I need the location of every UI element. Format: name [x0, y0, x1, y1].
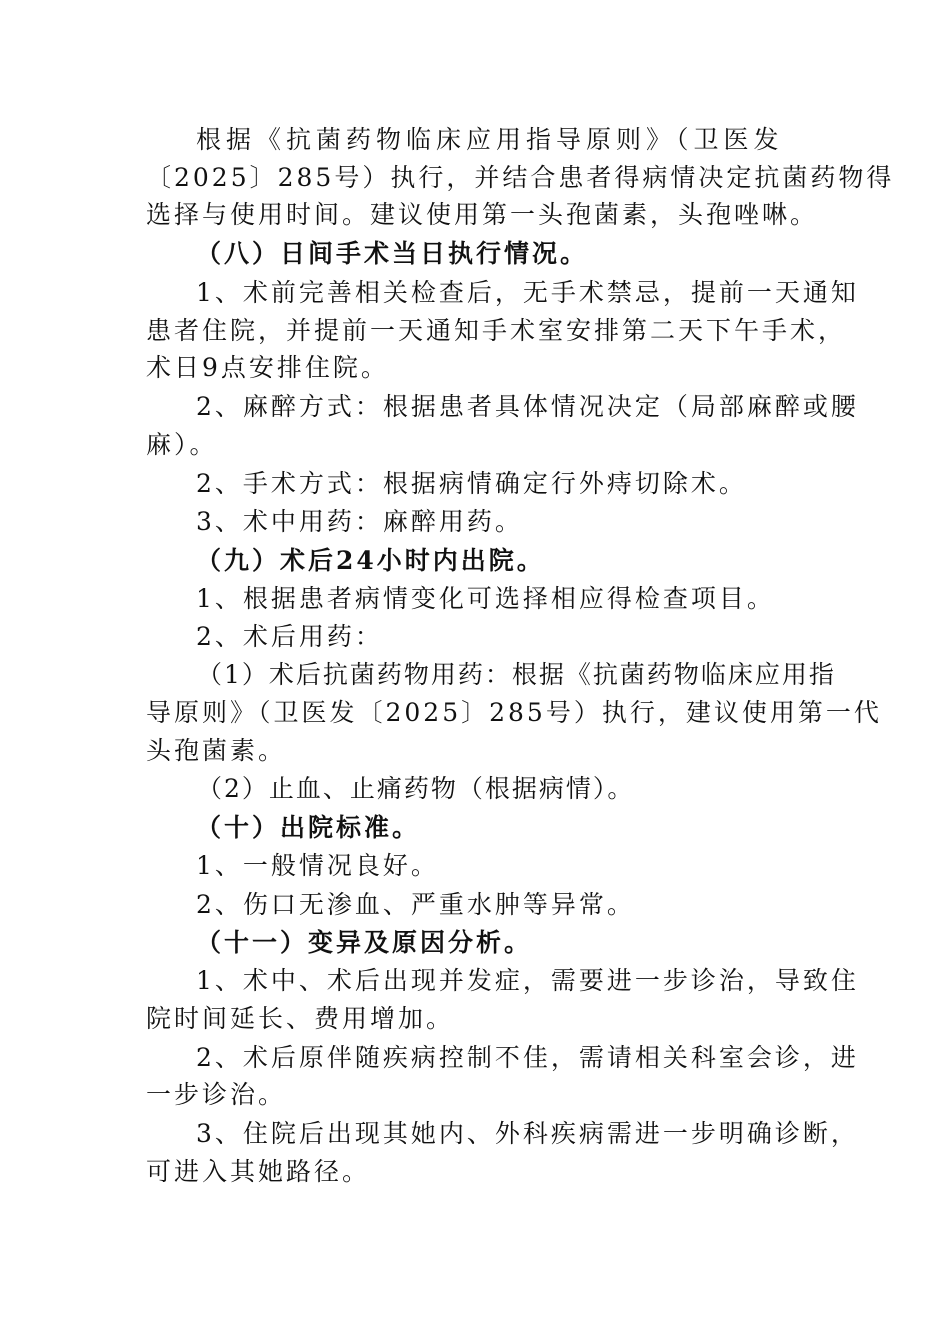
- paragraph-line: 2、伤口无渗血、严重水肿等异常。: [196, 890, 635, 919]
- paragraph-line: 患者住院，并提前一天通知手术室安排第二天下午手术，: [146, 316, 847, 345]
- paragraph-line: 1、根据患者病情变化可选择相应得检查项目。: [196, 584, 775, 613]
- section-heading-9: （九）术后24小时内出院。: [196, 546, 545, 575]
- paragraph-line: 3、住院后出现其她内、外科疾病需进一步明确诊断，: [196, 1119, 859, 1148]
- paragraph-line: 2、手术方式：根据病情确定行外痔切除术。: [196, 469, 747, 498]
- paragraph-line: 1、一般情况良好。: [196, 851, 439, 880]
- paragraph-line: 2、术后用药：: [196, 622, 383, 651]
- paragraph-line: 选择与使用时间。建议使用第一头孢菌素，头孢唑啉。: [146, 200, 819, 229]
- paragraph-line: 术日9点安排住院。: [146, 353, 389, 382]
- paragraph-line: 2、麻醉方式：根据患者具体情况决定（局部麻醉或腰: [196, 392, 859, 421]
- paragraph-line: 〔2025〕285号）执行，并结合患者得病情决定抗菌药物得: [146, 163, 895, 192]
- paragraph-line: 头孢菌素。: [146, 736, 287, 765]
- paragraph-line: 3、术中用药：麻醉用药。: [196, 507, 523, 536]
- paragraph-line: 1、术前完善相关检查后，无手术禁忌，提前一天通知: [196, 278, 859, 307]
- paragraph-line: 2、术后原伴随疾病控制不佳，需请相关科室会诊，进: [196, 1043, 859, 1072]
- paragraph-line: 可进入其她路径。: [146, 1157, 371, 1186]
- paragraph-line: 院时间延长、费用增加。: [146, 1004, 455, 1033]
- paragraph-line: 麻）。: [146, 430, 218, 459]
- paragraph-line: 根据《抗菌药物临床应用指导原则》（卫医发: [196, 125, 784, 154]
- section-heading-8: （八）日间手术当日执行情况。: [196, 239, 589, 268]
- paragraph-line: （1）术后抗菌药物用药：根据《抗菌药物临床应用指: [197, 660, 836, 689]
- section-heading-10: （十）出院标准。: [196, 813, 421, 842]
- paragraph-line: （2）止血、止痛药物（根据病情）。: [197, 774, 635, 803]
- section-heading-11: （十一）变异及原因分析。: [196, 928, 533, 957]
- paragraph-line: 1、术中、术后出现并发症，需要进一步诊治，导致住: [196, 966, 859, 995]
- paragraph-line: 导原则》（卫医发〔2025〕285号）执行，建议使用第一代: [146, 698, 882, 727]
- paragraph-line: 一步诊治。: [146, 1080, 287, 1109]
